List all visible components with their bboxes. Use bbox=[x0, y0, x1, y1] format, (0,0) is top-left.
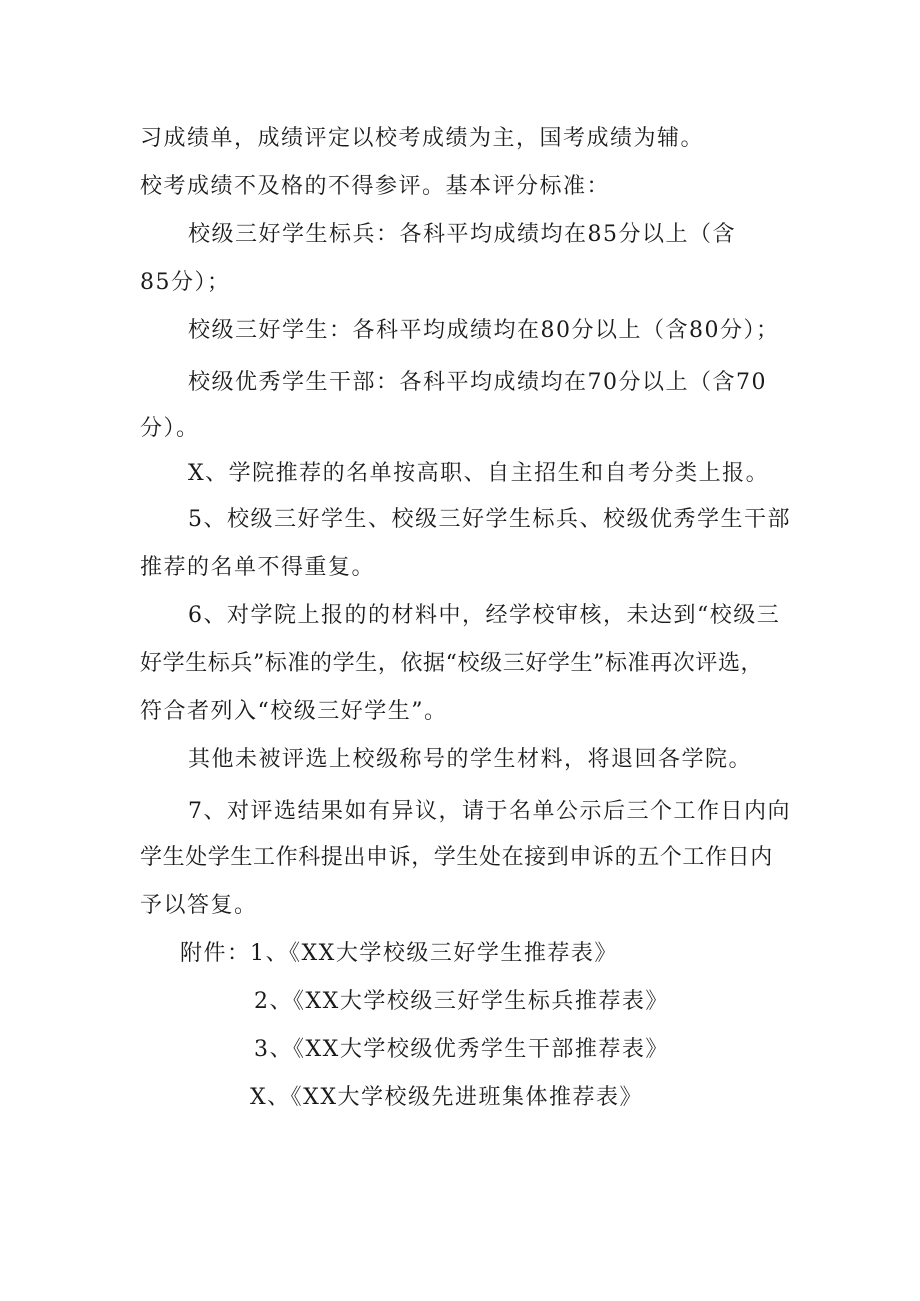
attachment-item: X、《XX大学校级先进班集体推荐表》 bbox=[250, 1085, 643, 1110]
text-line: 分）。 bbox=[140, 416, 200, 441]
text-line: 其他未被评选上校级称号的学生材料，将退回各学院。 bbox=[188, 747, 753, 772]
attachment-item: 2、《XX大学校级三好学生标兵推荐表》 bbox=[254, 989, 669, 1014]
text-line: 好学生标兵”标准的学生，依据“校级三好学生”标准再次评选， bbox=[140, 651, 764, 676]
text-line: X、学院推荐的名单按高职、自主招生和自考分类上报。 bbox=[188, 461, 770, 486]
attachment-item: 3、《XX大学校级优秀学生干部推荐表》 bbox=[254, 1037, 669, 1062]
attachment-item: 1、《XX大学校级三好学生推荐表》 bbox=[250, 941, 618, 966]
text-line: 习成绩单，成绩评定以校考成绩为主，国考成绩为辅。 bbox=[140, 126, 705, 151]
text-line: 6、对学院上报的的材料中，经学校审核，未达到“校级三 bbox=[188, 603, 781, 628]
attachments-label: 附件： bbox=[180, 941, 251, 966]
text-line: 推荐的名单不得重复。 bbox=[140, 555, 376, 580]
text-line: 予以答复。 bbox=[140, 893, 258, 918]
text-line: 5、校级三好学生、校级三好学生标兵、校级优秀学生干部 bbox=[188, 507, 791, 532]
text-line: 85分）； bbox=[140, 270, 231, 295]
text-line: 校级三好学生标兵：各科平均成绩均在85分以上（含 bbox=[188, 222, 736, 247]
text-line: 校级三好学生：各科平均成绩均在80分以上（含80分）； bbox=[188, 318, 780, 343]
text-line: 符合者列入“校级三好学生”。 bbox=[140, 699, 448, 724]
text-line: 校级优秀学生干部：各科平均成绩均在70分以上（含70 bbox=[188, 370, 767, 395]
text-line: 校考成绩不及格的不得参评。基本评分标准： bbox=[140, 174, 611, 199]
text-line: 学生处学生工作科提出申诉，学生处在接到申诉的五个工作日内 bbox=[140, 845, 773, 870]
text-line: 7、对评选结果如有异议，请于名单公示后三个工作日内向 bbox=[188, 799, 791, 824]
